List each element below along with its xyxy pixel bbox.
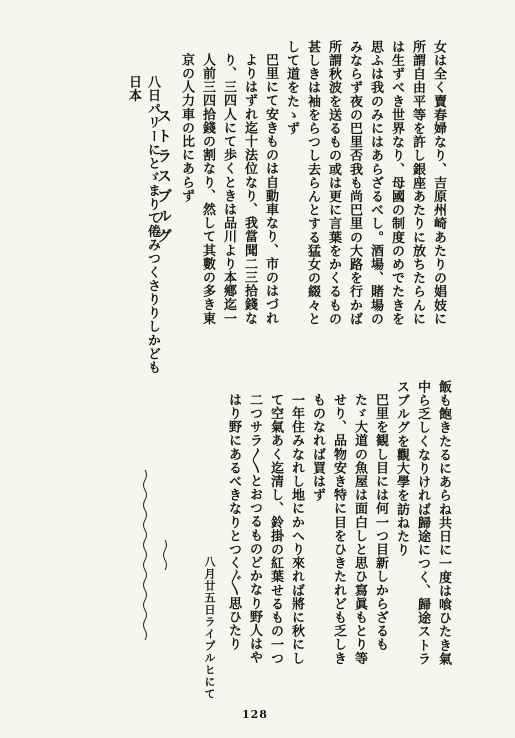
dateline: 八月廿五日ライプルヒにて xyxy=(203,556,216,700)
paragraph: 女は全く賣春婦なり、吉原州崎あたりの娼妓に所謂自由平等を許し銀座あたりに放ちたらんには生ずべき世界なり、母國の制度のめでたきを思ふは我のみにはあらざるべし。酒場、賭場のみならず夜の巴里否我も尚巴里の大路を行かば所謂秋波を送るもの或は更に言葉をかくるもの甚しきは袖をらつし去らんとする猛女の綴々として道をたゝず xyxy=(284,40,446,326)
section-first-line: 八日パリーにとゞまりて倦みつくさりりしかども日本 xyxy=(126,75,160,375)
section-heading: ストラスブルグ xyxy=(155,108,173,248)
page-number: 128 xyxy=(242,708,268,721)
paragraph: 巴里にて安きものは自動車なり、市のはづれよりはずれ迄十法位なり、我當聞二三拾錢なり、三四人にて歩くときは品川より本鄕迄一人前三四拾錢の割なり、然して其數の多き東京の人力車の比にあらず xyxy=(179,53,278,325)
paragraph: 一年住みなれし地にかへり來れば將に秋にして空氣あく迄清し、鈴掛の紅葉せるもの一つ二つサラ〳〵とおつるものどかなり野人はやはり野にあるべきなりとつく〴〵思ひたり xyxy=(226,393,304,665)
upper-text-block xyxy=(139,40,449,335)
wavy-rule xyxy=(160,540,170,570)
lower-text-block xyxy=(226,380,454,670)
paragraph: 巴里を観し目には何一つ目新しからざるもたゞ大道の魚屋は面白しと思ひ寫眞もとり等せり、品物安き特に目をひきたれども乏しきものなれば買はず xyxy=(310,393,388,665)
paragraph: 飯も飽きたるにあらね共日に一度は喰ひたき氣中ら乏しくなりければ歸途につく、歸途ストラスブルグを觀大學を訪ねたり xyxy=(394,380,451,666)
wavy-rule xyxy=(140,470,150,640)
